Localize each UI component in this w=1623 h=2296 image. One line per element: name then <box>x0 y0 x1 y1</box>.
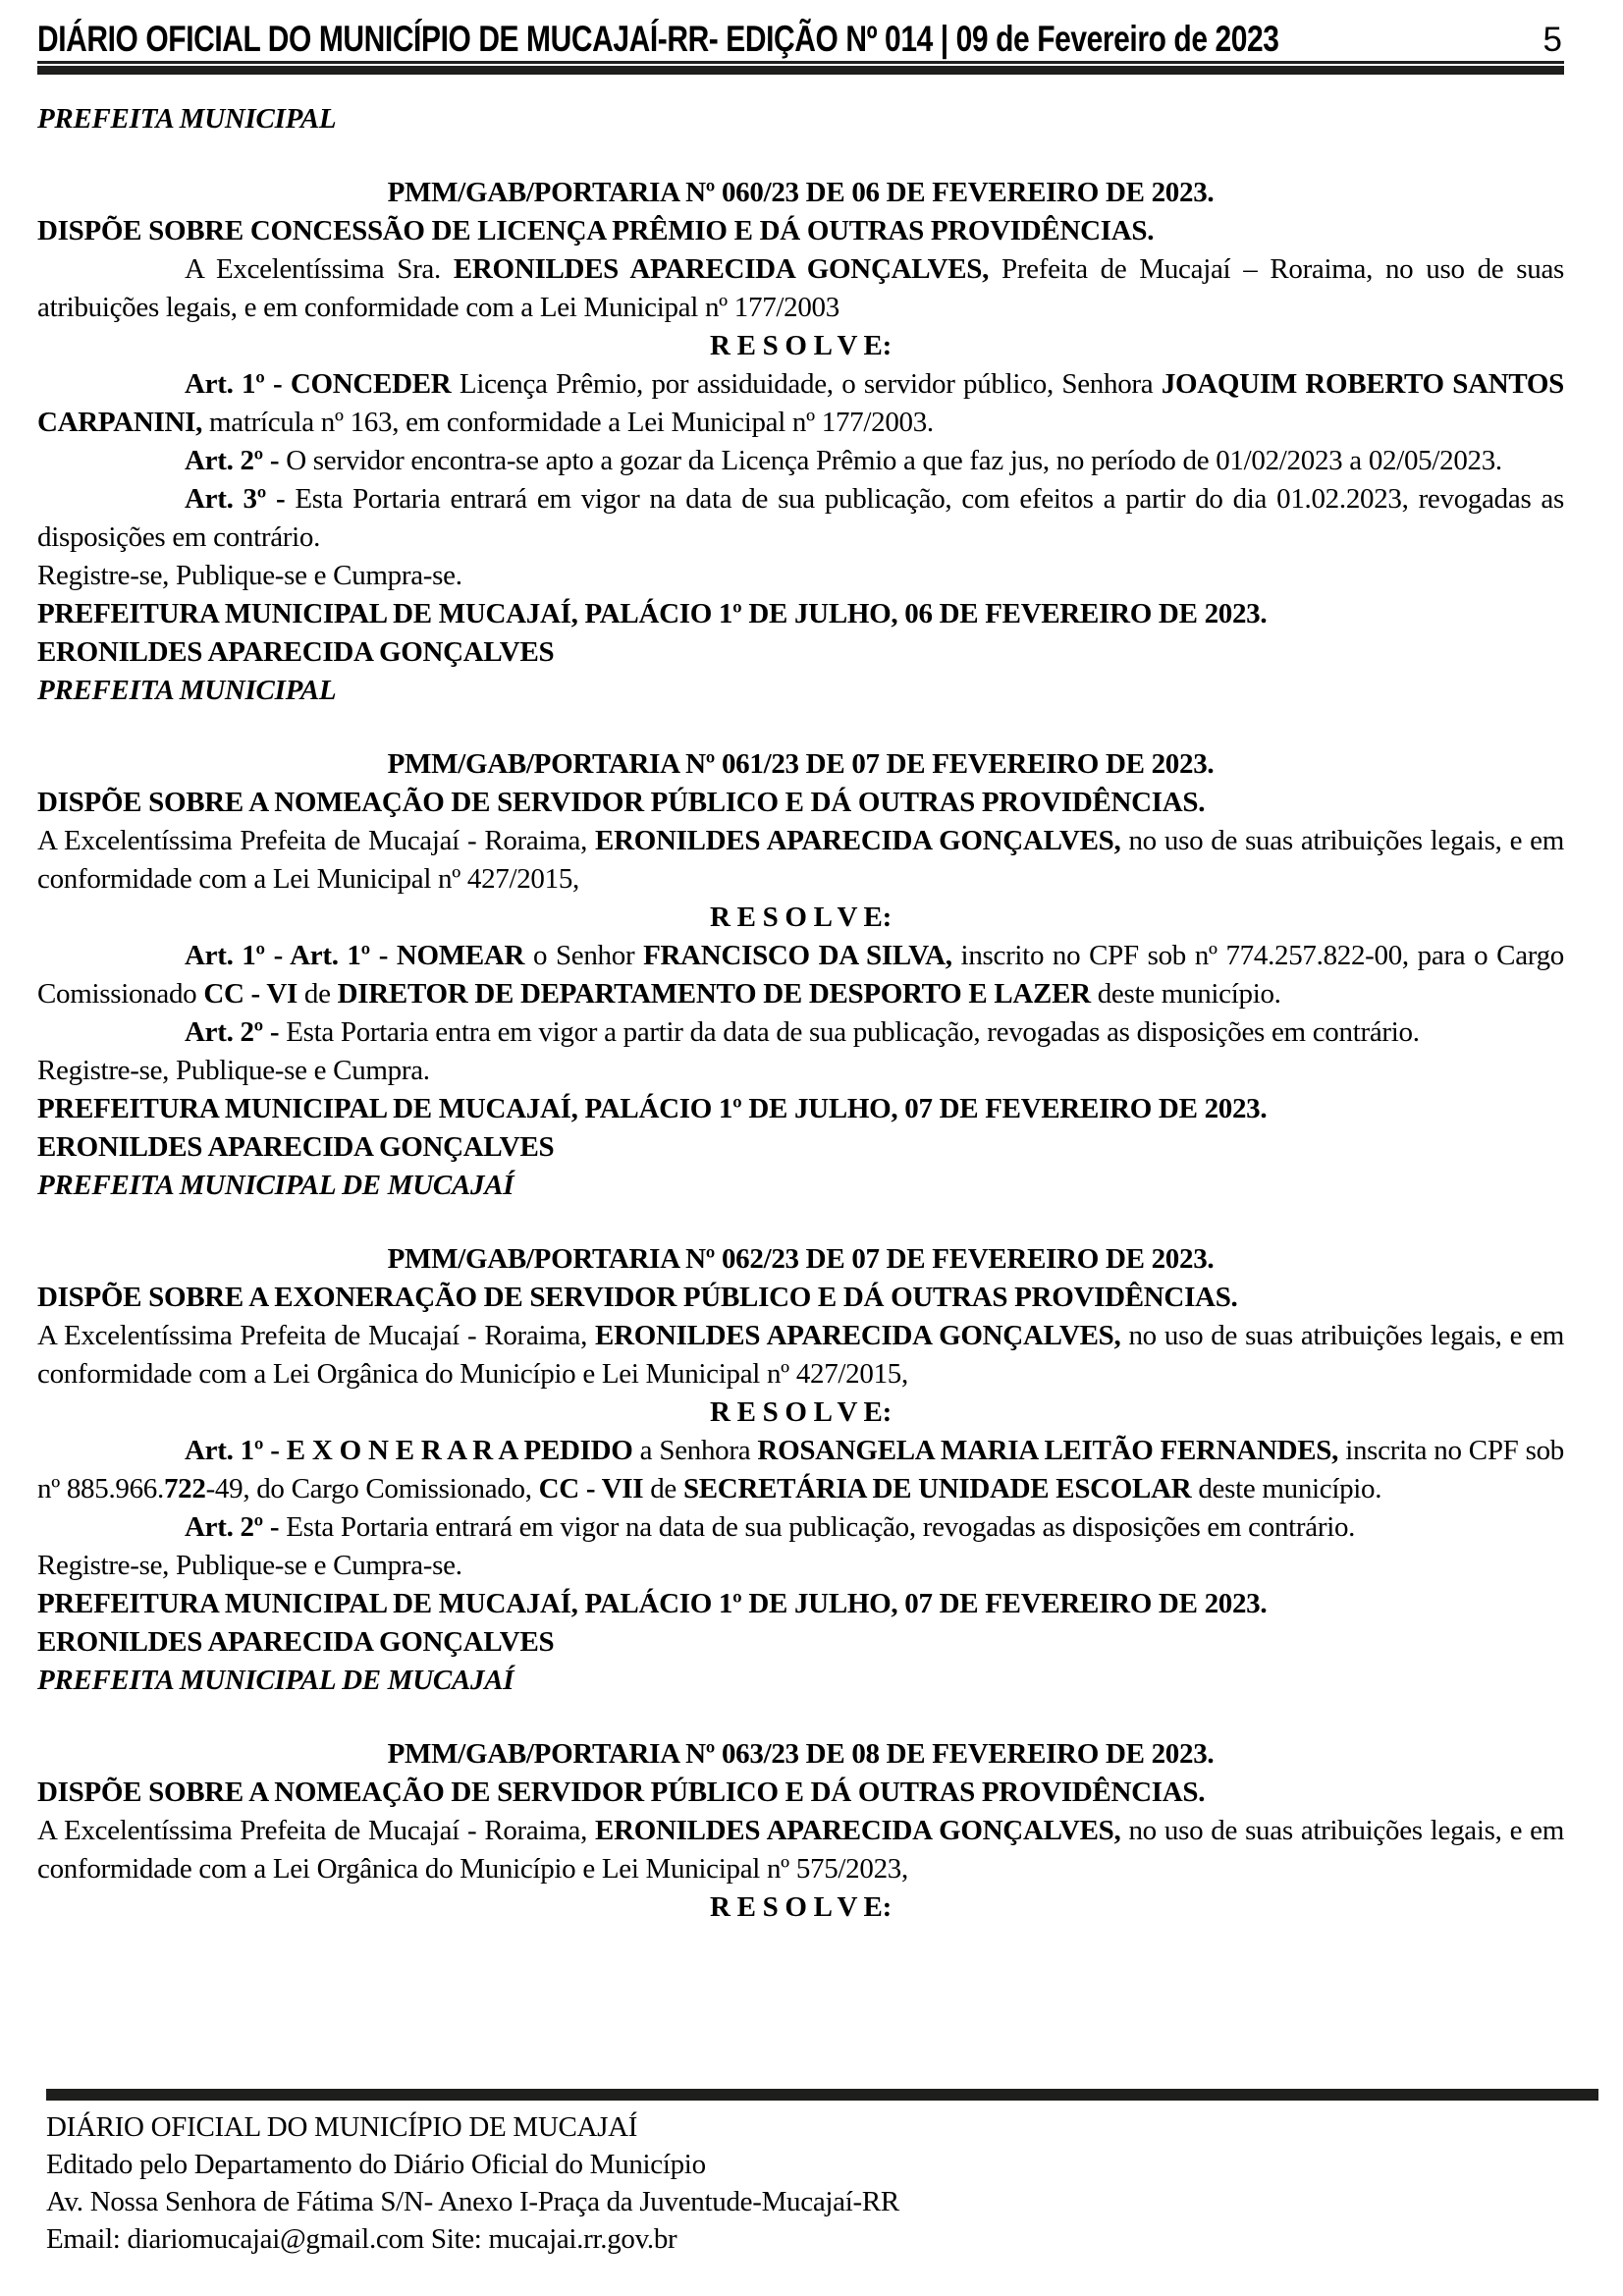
text-run: JOAQUIM ROBERTO SANTOS CARPANINI, <box>37 368 1564 438</box>
text-run: matrícula nº 163, em conformidade a Lei Municipal nº 177/2003. <box>202 407 934 438</box>
text-run: Art. 3º - <box>185 483 286 515</box>
text-run: -49, do Cargo Comissionado, <box>205 1473 539 1504</box>
text-run: ERONILDES APARECIDA GONÇALVES <box>37 636 555 668</box>
portaria-062-title <box>37 1240 1564 1279</box>
portaria-061-date-line <box>37 1090 1564 1128</box>
footer-contact: Email: diariomucajai@gmail.com Site: mucajai.rr.gov.br <box>46 2223 677 2255</box>
text-run: ERONILDES APARECIDA GONÇALVES, <box>453 253 990 285</box>
header-rule <box>37 66 1564 75</box>
text-run: Esta Portaria entrará em vigor na data de sua publicação, com efeitos a partir do dia 01.02.2023, revogadas as disposições em contrário. <box>37 483 1564 553</box>
portaria-061-signature-role <box>37 1167 1564 1205</box>
portaria-063-resolve <box>37 1888 1564 1927</box>
portaria-063-preamble <box>37 1812 1564 1888</box>
footer-rule <box>46 2089 1598 2101</box>
text-run: CC - VII <box>538 1473 644 1504</box>
text-run: A Excelentíssima Prefeita de Mucajaí - Roraima, <box>37 1815 596 1846</box>
page-header <box>37 0 1564 64</box>
portaria-061-title <box>37 745 1564 784</box>
text-run: A Excelentíssima Sra. <box>185 253 454 285</box>
portaria-060-signature-role <box>37 672 1564 710</box>
text-run: R E S O L V E: <box>710 1891 892 1923</box>
page-number: 5 <box>1542 21 1562 59</box>
text-run: ERONILDES APARECIDA GONÇALVES <box>37 1131 555 1163</box>
portaria-062-date-line <box>37 1585 1564 1623</box>
text-run: o Senhor <box>524 940 644 971</box>
portaria-063-title <box>37 1735 1564 1774</box>
text-run: ERONILDES APARECIDA GONÇALVES <box>37 1626 555 1658</box>
text-run: Licença Prêmio, por assiduidade, o servidor público, Senhora <box>451 368 1162 400</box>
footer-publisher: Editado pelo Departamento do Diário Oficial do Município <box>46 2149 706 2180</box>
text-run: ROSANGELA MARIA LEITÃO FERNANDES, <box>757 1435 1339 1466</box>
portaria-060-art-2 <box>37 442 1564 480</box>
text-run: Registre-se, Publique-se e Cumpra. <box>37 1055 430 1086</box>
portaria-061-registre <box>37 1052 1564 1090</box>
text-run: PREFEITURA MUNICIPAL DE MUCAJAÍ, PALÁCIO 1º DE JULHO, 07 DE FEVEREIRO DE 2023. <box>37 1093 1268 1124</box>
text-run: PMM/GAB/PORTARIA Nº 063/23 DE 08 DE FEVEREIRO DE 2023. <box>387 1738 1215 1770</box>
text-run: R E S O L V E: <box>710 902 892 933</box>
portaria-060-subject <box>37 212 1564 250</box>
text-run: Prefeita de Mucajaí – Roraima, no uso de suas atribuições legais, e em conformidade com a Lei Municipal nº 177/2003 <box>37 253 1565 323</box>
text-run: DISPÕE SOBRE A EXONERAÇÃO DE SERVIDOR PÚBLICO E DÁ OUTRAS PROVIDÊNCIAS. <box>37 1282 1238 1313</box>
text-run: O servidor encontra-se apto a gozar da Licença Prêmio a que faz jus, no período de 01/02/2023 a 02/05/2023. <box>279 445 1502 476</box>
gazette-masthead: DIÁRIO OFICIAL DO MUNICÍPIO DE MUCAJAÍ-RR- EDIÇÃO Nº 014 | 09 de Fevereiro de 2023 <box>37 19 1279 59</box>
portaria-061-resolve <box>37 899 1564 937</box>
text-run: CC - VI <box>203 978 298 1010</box>
document-body <box>37 100 1564 1927</box>
page-footer <box>46 2089 1598 2258</box>
text-run: R E S O L V E: <box>710 330 892 361</box>
portaria-060-registre <box>37 557 1564 595</box>
text-run: a Senhora <box>632 1435 758 1466</box>
text-run: DIRETOR DE DEPARTAMENTO DE DESPORTO E LAZER <box>337 978 1091 1010</box>
text-run: PMM/GAB/PORTARIA Nº 060/23 DE 06 DE FEVEREIRO DE 2023. <box>387 177 1215 208</box>
text-run: Art. 2º - <box>185 1511 280 1543</box>
portaria-060-date-line <box>37 595 1564 633</box>
footer-info <box>46 2108 1598 2258</box>
text-run: PREFEITA MUNICIPAL <box>37 675 337 706</box>
text-run: Art. 1º - Art. 1º - NOMEAR <box>185 940 525 971</box>
portaria-061-preamble <box>37 822 1564 899</box>
text-run: A Excelentíssima Prefeita de Mucajaí - Roraima, <box>37 825 596 856</box>
portaria-061-subject <box>37 784 1564 822</box>
footer-address: Av. Nossa Senhora de Fátima S/N- Anexo I-Praça da Juventude-Mucajaí-RR <box>46 2186 899 2217</box>
text-run: deste município. <box>1191 1473 1382 1504</box>
text-run: PREFEITA MUNICIPAL DE MUCAJAÍ <box>37 1170 514 1201</box>
text-run: Registre-se, Publique-se e Cumpra-se. <box>37 560 462 591</box>
previous-signature-role <box>37 100 1564 138</box>
page-content <box>37 0 1564 1927</box>
text-run: ERONILDES APARECIDA GONÇALVES, <box>595 825 1121 856</box>
portaria-061-art-2 <box>37 1013 1564 1052</box>
portaria-062-art-2 <box>37 1508 1564 1547</box>
text-run: DISPÕE SOBRE A NOMEAÇÃO DE SERVIDOR PÚBLICO E DÁ OUTRAS PROVIDÊNCIAS. <box>37 1777 1206 1808</box>
text-run: PREFEITA MUNICIPAL <box>37 103 337 135</box>
portaria-062-signature-role <box>37 1662 1564 1700</box>
portaria-062-subject <box>37 1279 1564 1317</box>
text-run: SECRETÁRIA DE UNIDADE ESCOLAR <box>682 1473 1192 1504</box>
text-run: 722 <box>163 1473 206 1504</box>
portaria-061-art-1 <box>37 937 1564 1013</box>
text-run: PMM/GAB/PORTARIA Nº 062/23 DE 07 DE FEVEREIRO DE 2023. <box>387 1243 1215 1275</box>
text-run: de <box>297 978 338 1010</box>
text-run: DISPÕE SOBRE A NOMEAÇÃO DE SERVIDOR PÚBLICO E DÁ OUTRAS PROVIDÊNCIAS. <box>37 787 1206 818</box>
portaria-063-subject <box>37 1774 1564 1812</box>
text-run: ERONILDES APARECIDA GONÇALVES, <box>595 1815 1121 1846</box>
text-run: Registre-se, Publique-se e Cumpra-se. <box>37 1550 462 1581</box>
text-run: inscrito no CPF sob nº 774.257.822-00, para o Cargo Comissionado <box>37 940 1564 1010</box>
portaria-060-art-1 <box>37 365 1564 442</box>
text-run: PREFEITURA MUNICIPAL DE MUCAJAÍ, PALÁCIO 1º DE JULHO, 07 DE FEVEREIRO DE 2023. <box>37 1588 1268 1619</box>
text-run: Art. 1º - E X O N E R A R A PEDIDO <box>185 1435 633 1466</box>
portaria-062-signature-name <box>37 1623 1564 1662</box>
portaria-062-registre <box>37 1547 1564 1585</box>
text-run: R E S O L V E: <box>710 1396 892 1428</box>
portaria-060-resolve <box>37 327 1564 365</box>
text-run: PREFEITURA MUNICIPAL DE MUCAJAÍ, PALÁCIO 1º DE JULHO, 06 DE FEVEREIRO DE 2023. <box>37 598 1268 629</box>
text-run: no uso de suas atribuições legais, e em conformidade com a Lei Municipal nº 427/2015, <box>37 825 1565 895</box>
text-run: PREFEITA MUNICIPAL DE MUCAJAÍ <box>37 1665 514 1696</box>
portaria-060-art-3 <box>37 480 1564 557</box>
portaria-062-art-1 <box>37 1432 1564 1508</box>
text-run: Esta Portaria entra em vigor a partir da data de sua publicação, revogadas as disposições em contrário. <box>279 1016 1420 1048</box>
text-run: ERONILDES APARECIDA GONÇALVES, <box>595 1320 1121 1351</box>
portaria-061-signature-name <box>37 1128 1564 1167</box>
text-run: A Excelentíssima Prefeita de Mucajaí - Roraima, <box>37 1320 596 1351</box>
text-run: no uso de suas atribuições legais, e em conformidade com a Lei Orgânica do Município e Lei Municipal nº 427/2015, <box>37 1320 1565 1390</box>
portaria-062-preamble <box>37 1317 1564 1394</box>
text-run: deste município. <box>1090 978 1281 1010</box>
text-run: FRANCISCO DA SILVA, <box>643 940 952 971</box>
portaria-060-title <box>37 174 1564 212</box>
portaria-060-signature-name <box>37 633 1564 672</box>
text-run: Art. 2º - <box>185 1016 280 1048</box>
text-run: no uso de suas atribuições legais, e em conformidade com a Lei Orgânica do Município e Lei Municipal nº 575/2023, <box>37 1815 1565 1885</box>
text-run: Esta Portaria entrará em vigor na data de sua publicação, revogadas as disposições em contrário. <box>279 1511 1356 1543</box>
text-run: DISPÕE SOBRE CONCESSÃO DE LICENÇA PRÊMIO E DÁ OUTRAS PROVIDÊNCIAS. <box>37 215 1155 246</box>
footer-gazette-name: DIÁRIO OFICIAL DO MUNICÍPIO DE MUCAJAÍ <box>46 2111 638 2143</box>
text-run: Art. 2º - <box>185 445 280 476</box>
portaria-062-resolve <box>37 1394 1564 1432</box>
text-run: inscrita no CPF sob nº 885.966. <box>37 1435 1564 1504</box>
text-run: Art. 1º - CONCEDER <box>185 368 452 400</box>
text-run: de <box>643 1473 683 1504</box>
portaria-060-preamble <box>37 250 1564 327</box>
text-run: PMM/GAB/PORTARIA Nº 061/23 DE 07 DE FEVEREIRO DE 2023. <box>387 748 1215 780</box>
